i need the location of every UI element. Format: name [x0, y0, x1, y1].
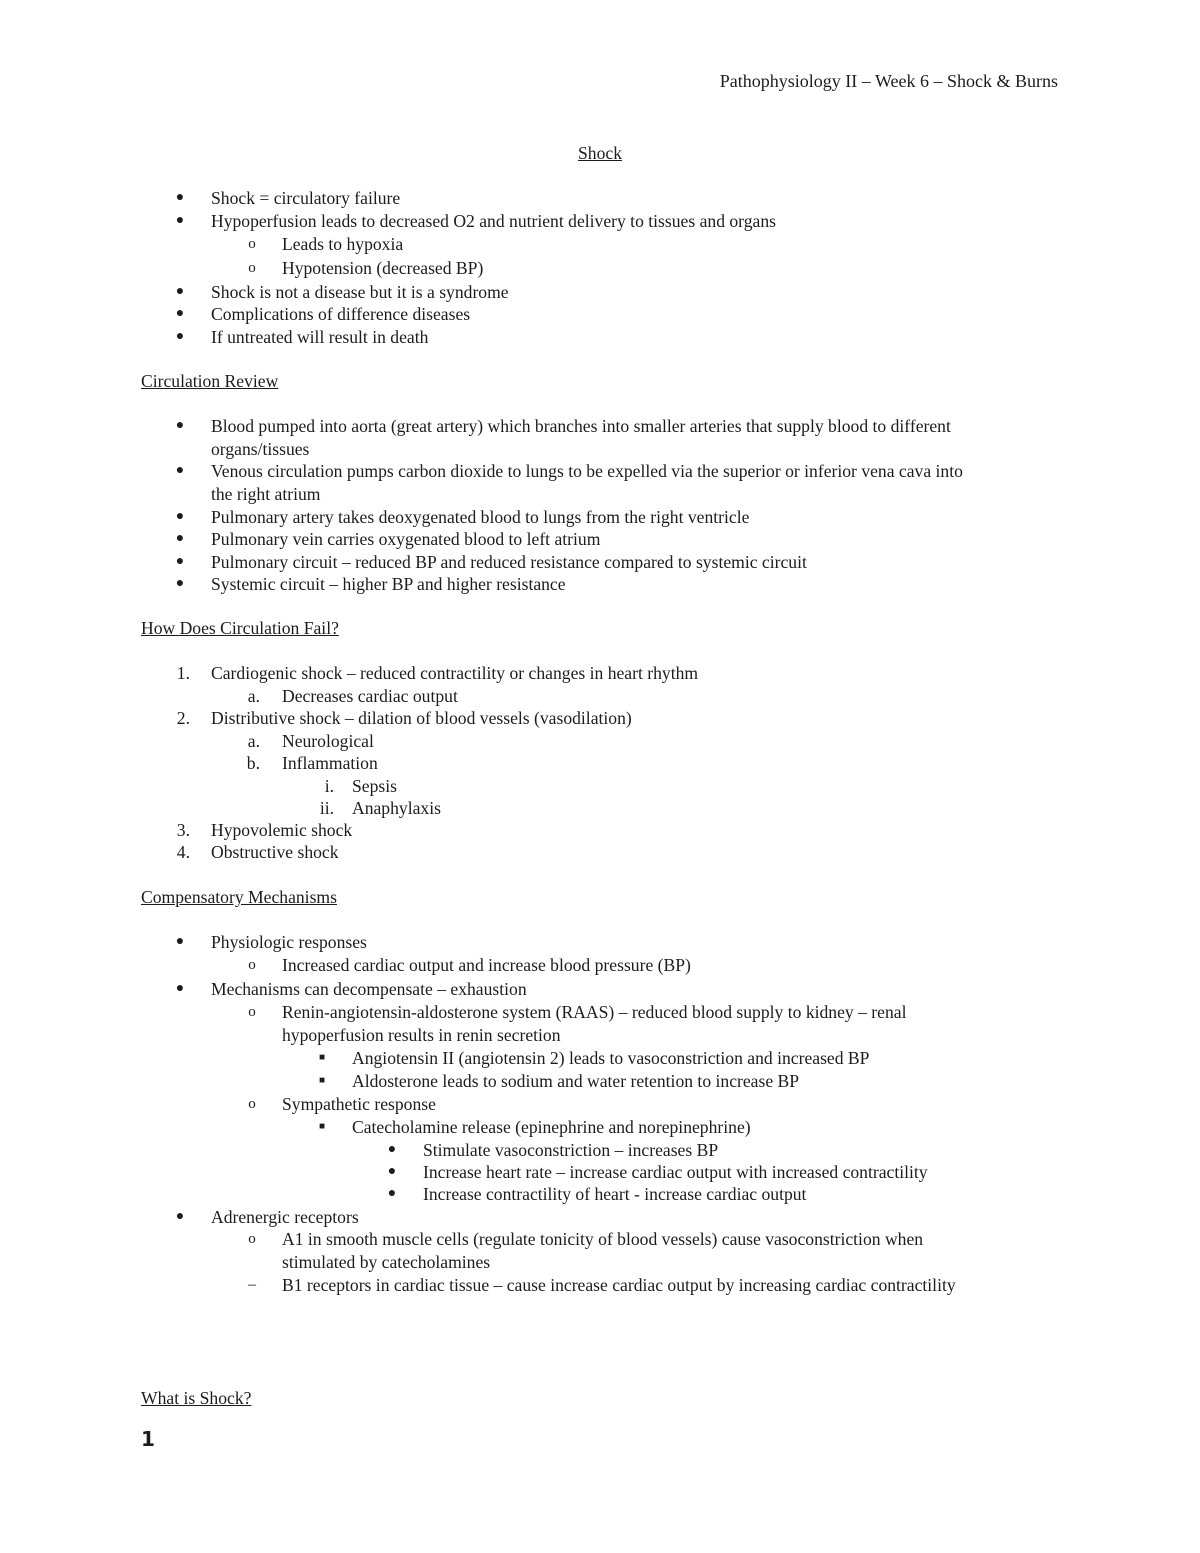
- bullet-icon: ●: [387, 1186, 397, 1201]
- list-item: Hypovolemic shock: [211, 820, 353, 840]
- circle-bullet-icon: o: [248, 260, 256, 276]
- square-bullet-icon: ■: [318, 1075, 326, 1086]
- list-item: Sepsis: [352, 776, 397, 796]
- list-item: If untreated will result in death: [211, 327, 429, 347]
- list-number: 2.: [176, 708, 190, 728]
- list-item: Increased cardiac output and increase blood pressure (BP): [282, 955, 691, 975]
- bullet-icon: ●: [175, 463, 185, 478]
- list-item-continuation: the right atrium: [211, 484, 321, 504]
- circle-bullet-icon: o: [248, 957, 256, 973]
- list-item: Pulmonary circuit – reduced BP and reduced resistance compared to systemic circuit: [211, 552, 807, 572]
- circle-bullet-icon: o: [248, 236, 256, 252]
- bullet-icon: ●: [175, 329, 185, 344]
- bullet-icon: ●: [175, 418, 185, 433]
- bullet-icon: ●: [175, 576, 185, 591]
- square-bullet-icon: ■: [318, 1121, 326, 1132]
- list-item: Physiologic responses: [211, 932, 367, 952]
- list-item: Pulmonary artery takes deoxygenated blood to lungs from the right ventricle: [211, 507, 750, 527]
- list-item-continuation: stimulated by catecholamines: [282, 1252, 491, 1272]
- list-item: Leads to hypoxia: [282, 234, 404, 254]
- list-item: Mechanisms can decompensate – exhaustion: [211, 979, 527, 999]
- list-item: Blood pumped into aorta (great artery) which branches into smaller arteries that supply blood to different: [211, 416, 951, 436]
- circle-bullet-icon: o: [248, 1231, 256, 1247]
- bullet-icon: ●: [387, 1142, 397, 1157]
- list-item: Anaphylaxis: [352, 798, 441, 818]
- list-item: Stimulate vasoconstriction – increases BP: [423, 1140, 719, 1160]
- bullet-icon: ●: [175, 531, 185, 546]
- list-item: Catecholamine release (epinephrine and norepinephrine): [352, 1117, 751, 1137]
- bullet-icon: ●: [175, 306, 185, 321]
- list-letter: b.: [246, 753, 260, 773]
- list-item-continuation: organs/tissues: [211, 439, 310, 459]
- bullet-icon: ●: [175, 981, 185, 996]
- list-item: Hypoperfusion leads to decreased O2 and nutrient delivery to tissues and organs: [211, 211, 776, 231]
- list-item: Venous circulation pumps carbon dioxide to lungs to be expelled via the superior or inferior vena cava into: [211, 461, 963, 481]
- bullet-icon: ●: [175, 284, 185, 299]
- list-item: Sympathetic response: [282, 1094, 436, 1114]
- list-number: 4.: [176, 842, 190, 862]
- list-letter: a.: [247, 686, 260, 706]
- circle-bullet-icon: o: [248, 1004, 256, 1020]
- list-roman: ii.: [319, 798, 334, 818]
- list-item: Neurological: [282, 731, 374, 751]
- title-container: [0, 142, 1200, 165]
- page-title: Shock: [578, 143, 622, 163]
- running-header: Pathophysiology II – Week 6 – Shock & Burns: [719, 71, 1058, 91]
- list-item: Shock = circulatory failure: [211, 188, 401, 208]
- list-item: Systemic circuit – higher BP and higher resistance: [211, 574, 566, 594]
- list-item: Cardiogenic shock – reduced contractility or changes in heart rhythm: [211, 663, 699, 683]
- list-item: B1 receptors in cardiac tissue – cause increase cardiac output by increasing cardiac contractility: [282, 1275, 956, 1295]
- list-item: Shock is not a disease but it is a syndrome: [211, 282, 509, 302]
- list-item: Adrenergic receptors: [211, 1207, 359, 1227]
- list-item: Increase heart rate – increase cardiac output with increased contractility: [423, 1162, 928, 1182]
- dash-bullet-icon: –: [248, 1276, 256, 1293]
- circle-bullet-icon: o: [248, 1096, 256, 1112]
- list-item: Distributive shock – dilation of blood vessels (vasodilation): [211, 708, 632, 728]
- bullet-icon: ●: [175, 934, 185, 949]
- bullet-icon: ●: [175, 509, 185, 524]
- square-bullet-icon: ■: [318, 1052, 326, 1063]
- list-item: A1 in smooth muscle cells (regulate tonicity of blood vessels) cause vasoconstriction when: [282, 1229, 924, 1249]
- list-item: Aldosterone leads to sodium and water retention to increase BP: [352, 1071, 800, 1091]
- bullet-icon: ●: [175, 554, 185, 569]
- list-roman: i.: [324, 776, 334, 796]
- list-item: Renin-angiotensin-aldosterone system (RAAS) – reduced blood supply to kidney – renal: [282, 1002, 907, 1022]
- page-number: 1: [141, 1427, 155, 1451]
- section-heading: How Does Circulation Fail?: [141, 618, 339, 638]
- list-number: 3.: [176, 820, 190, 840]
- section-heading: Circulation Review: [141, 371, 279, 391]
- bullet-icon: ●: [175, 190, 185, 205]
- list-item: Obstructive shock: [211, 842, 339, 862]
- list-item: Complications of difference diseases: [211, 304, 471, 324]
- list-number: 1.: [176, 663, 190, 683]
- list-item: Angiotensin II (angiotensin 2) leads to vasoconstriction and increased BP: [352, 1048, 870, 1068]
- section-heading: Compensatory Mechanisms: [141, 887, 337, 907]
- list-letter: a.: [247, 731, 260, 751]
- list-item: Increase contractility of heart - increase cardiac output: [423, 1184, 807, 1204]
- list-item-continuation: hypoperfusion results in renin secretion: [282, 1025, 561, 1045]
- list-item: Pulmonary vein carries oxygenated blood to left atrium: [211, 529, 601, 549]
- section-heading: What is Shock?: [141, 1388, 252, 1408]
- list-item: Hypotension (decreased BP): [282, 258, 484, 278]
- bullet-icon: ●: [175, 1209, 185, 1224]
- bullet-icon: ●: [175, 213, 185, 228]
- list-item: Decreases cardiac output: [282, 686, 458, 706]
- list-item: Inflammation: [282, 753, 378, 773]
- bullet-icon: ●: [387, 1164, 397, 1179]
